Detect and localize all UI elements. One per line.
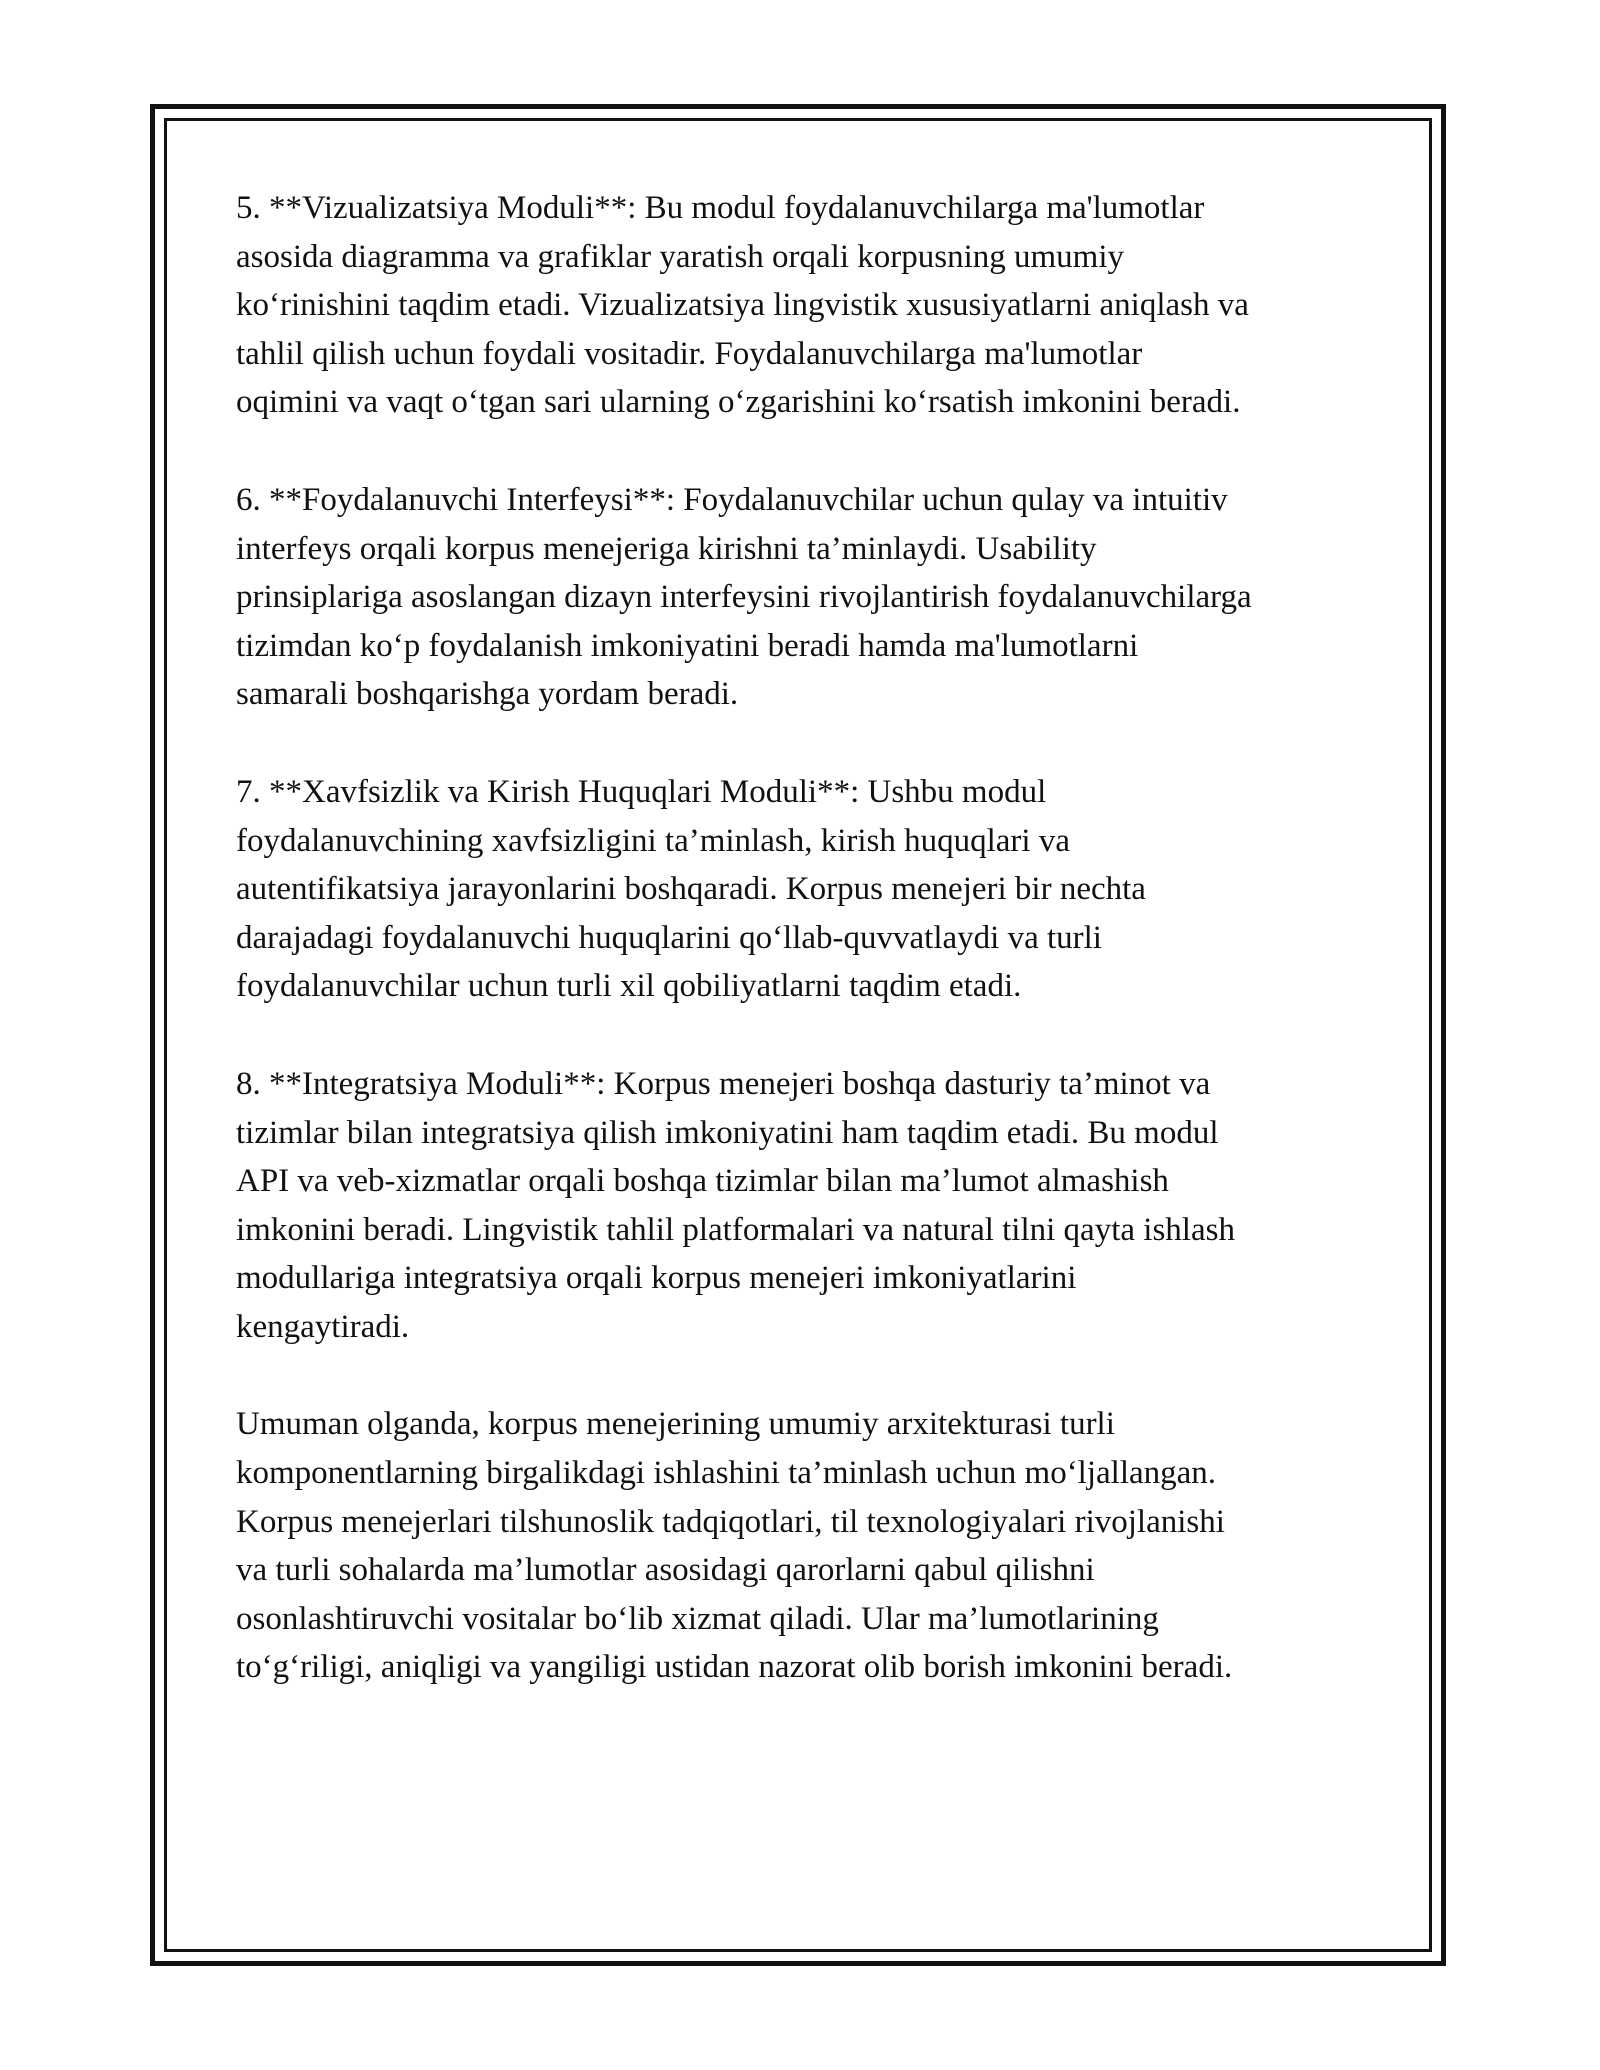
text-line: Korpus menejerlari tilshunoslik tadqiqotlari, til texnologiyalari rivojlanishi bbox=[236, 1503, 1225, 1540]
text-line: oqimini va vaqt o‘tgan sari ularning o‘zgarishini ko‘rsatish imkonini beradi. bbox=[236, 384, 1241, 421]
text-line: Umuman olganda, korpus menejerining umumiy arxitekturasi turli bbox=[236, 1406, 1115, 1443]
text-line: interfeys orqali korpus menejeriga kirishni ta’minlaydi. Usability bbox=[236, 530, 1097, 567]
text-line: foydalanuvchining xavfsizligini ta’minlash, kirish huquqlari va bbox=[236, 822, 1070, 859]
text-line: foydalanuvchilar uchun turli xil qobiliyatlarni taqdim etadi. bbox=[236, 968, 1022, 1005]
paragraph bbox=[236, 1400, 1386, 1692]
text-line: 6. **Foydalanuvchi Interfeysi**: Foydalanuvchilar uchun qulay va intuitiv bbox=[236, 481, 1228, 518]
text-line: darajadagi foydalanuvchi huquqlarini qo‘llab-quvvatlaydi va turli bbox=[236, 919, 1102, 956]
text-line: tizimdan ko‘p foydalanish imkoniyatini beradi hamda ma'lumotlarni bbox=[236, 627, 1139, 664]
text-line: asosida diagramma va grafiklar yaratish orqali korpusning umumiy bbox=[236, 238, 1125, 275]
text-line: 8. **Integratsiya Moduli**: Korpus menejeri boshqa dasturiy ta’minot va bbox=[236, 1065, 1211, 1102]
paragraph bbox=[236, 768, 1386, 1011]
paragraph bbox=[236, 1060, 1386, 1352]
text-line: 7. **Xavfsizlik va Kirish Huquqlari Moduli**: Ushbu modul bbox=[236, 773, 1047, 810]
text-line: prinsiplariga asoslangan dizayn interfeysini rivojlantirish foydalanuvchilarga bbox=[236, 579, 1252, 616]
document-body bbox=[236, 184, 1386, 1692]
text-line: to‘g‘riligi, aniqligi va yangiligi ustidan nazorat olib borish imkonini beradi. bbox=[236, 1649, 1233, 1686]
text-line: va turli sohalarda ma’lumotlar asosidagi qarorlarni qabul qilishni bbox=[236, 1552, 1095, 1589]
text-line: autentifikatsiya jarayonlarini boshqaradi. Korpus menejeri bir nechta bbox=[236, 871, 1146, 908]
text-line: komponentlarning birgalikdagi ishlashini ta’minlash uchun mo‘ljallangan. bbox=[236, 1455, 1217, 1492]
text-line: tizimlar bilan integratsiya qilish imkoniyatini ham taqdim etadi. Bu modul bbox=[236, 1114, 1219, 1151]
text-line: tahlil qilish uchun foydali vositadir. Foydalanuvchilarga ma'lumotlar bbox=[236, 335, 1143, 372]
text-line: modullariga integratsiya orqali korpus menejeri imkoniyatlarini bbox=[236, 1260, 1077, 1297]
text-line: imkonini beradi. Lingvistik tahlil platformalari va natural tilni qayta ishlash bbox=[236, 1211, 1235, 1248]
text-line: osonlashtiruvchi vositalar bo‘lib xizmat qiladi. Ular ma’lumotlarining bbox=[236, 1600, 1159, 1637]
text-line: samarali boshqarishga yordam beradi. bbox=[236, 676, 739, 713]
text-line: ko‘rinishini taqdim etadi. Vizualizatsiya lingvistik xususiyatlarni aniqlash va bbox=[236, 287, 1249, 324]
text-line: API va veb-xizmatlar orqali boshqa tizimlar bilan ma’lumot almashish bbox=[236, 1163, 1169, 1200]
text-line: kengaytiradi. bbox=[236, 1308, 410, 1345]
paragraph bbox=[236, 184, 1386, 427]
text-line: 5. **Vizualizatsiya Moduli**: Bu modul foydalanuvchilarga ma'lumotlar bbox=[236, 190, 1205, 226]
paragraph bbox=[236, 476, 1386, 719]
